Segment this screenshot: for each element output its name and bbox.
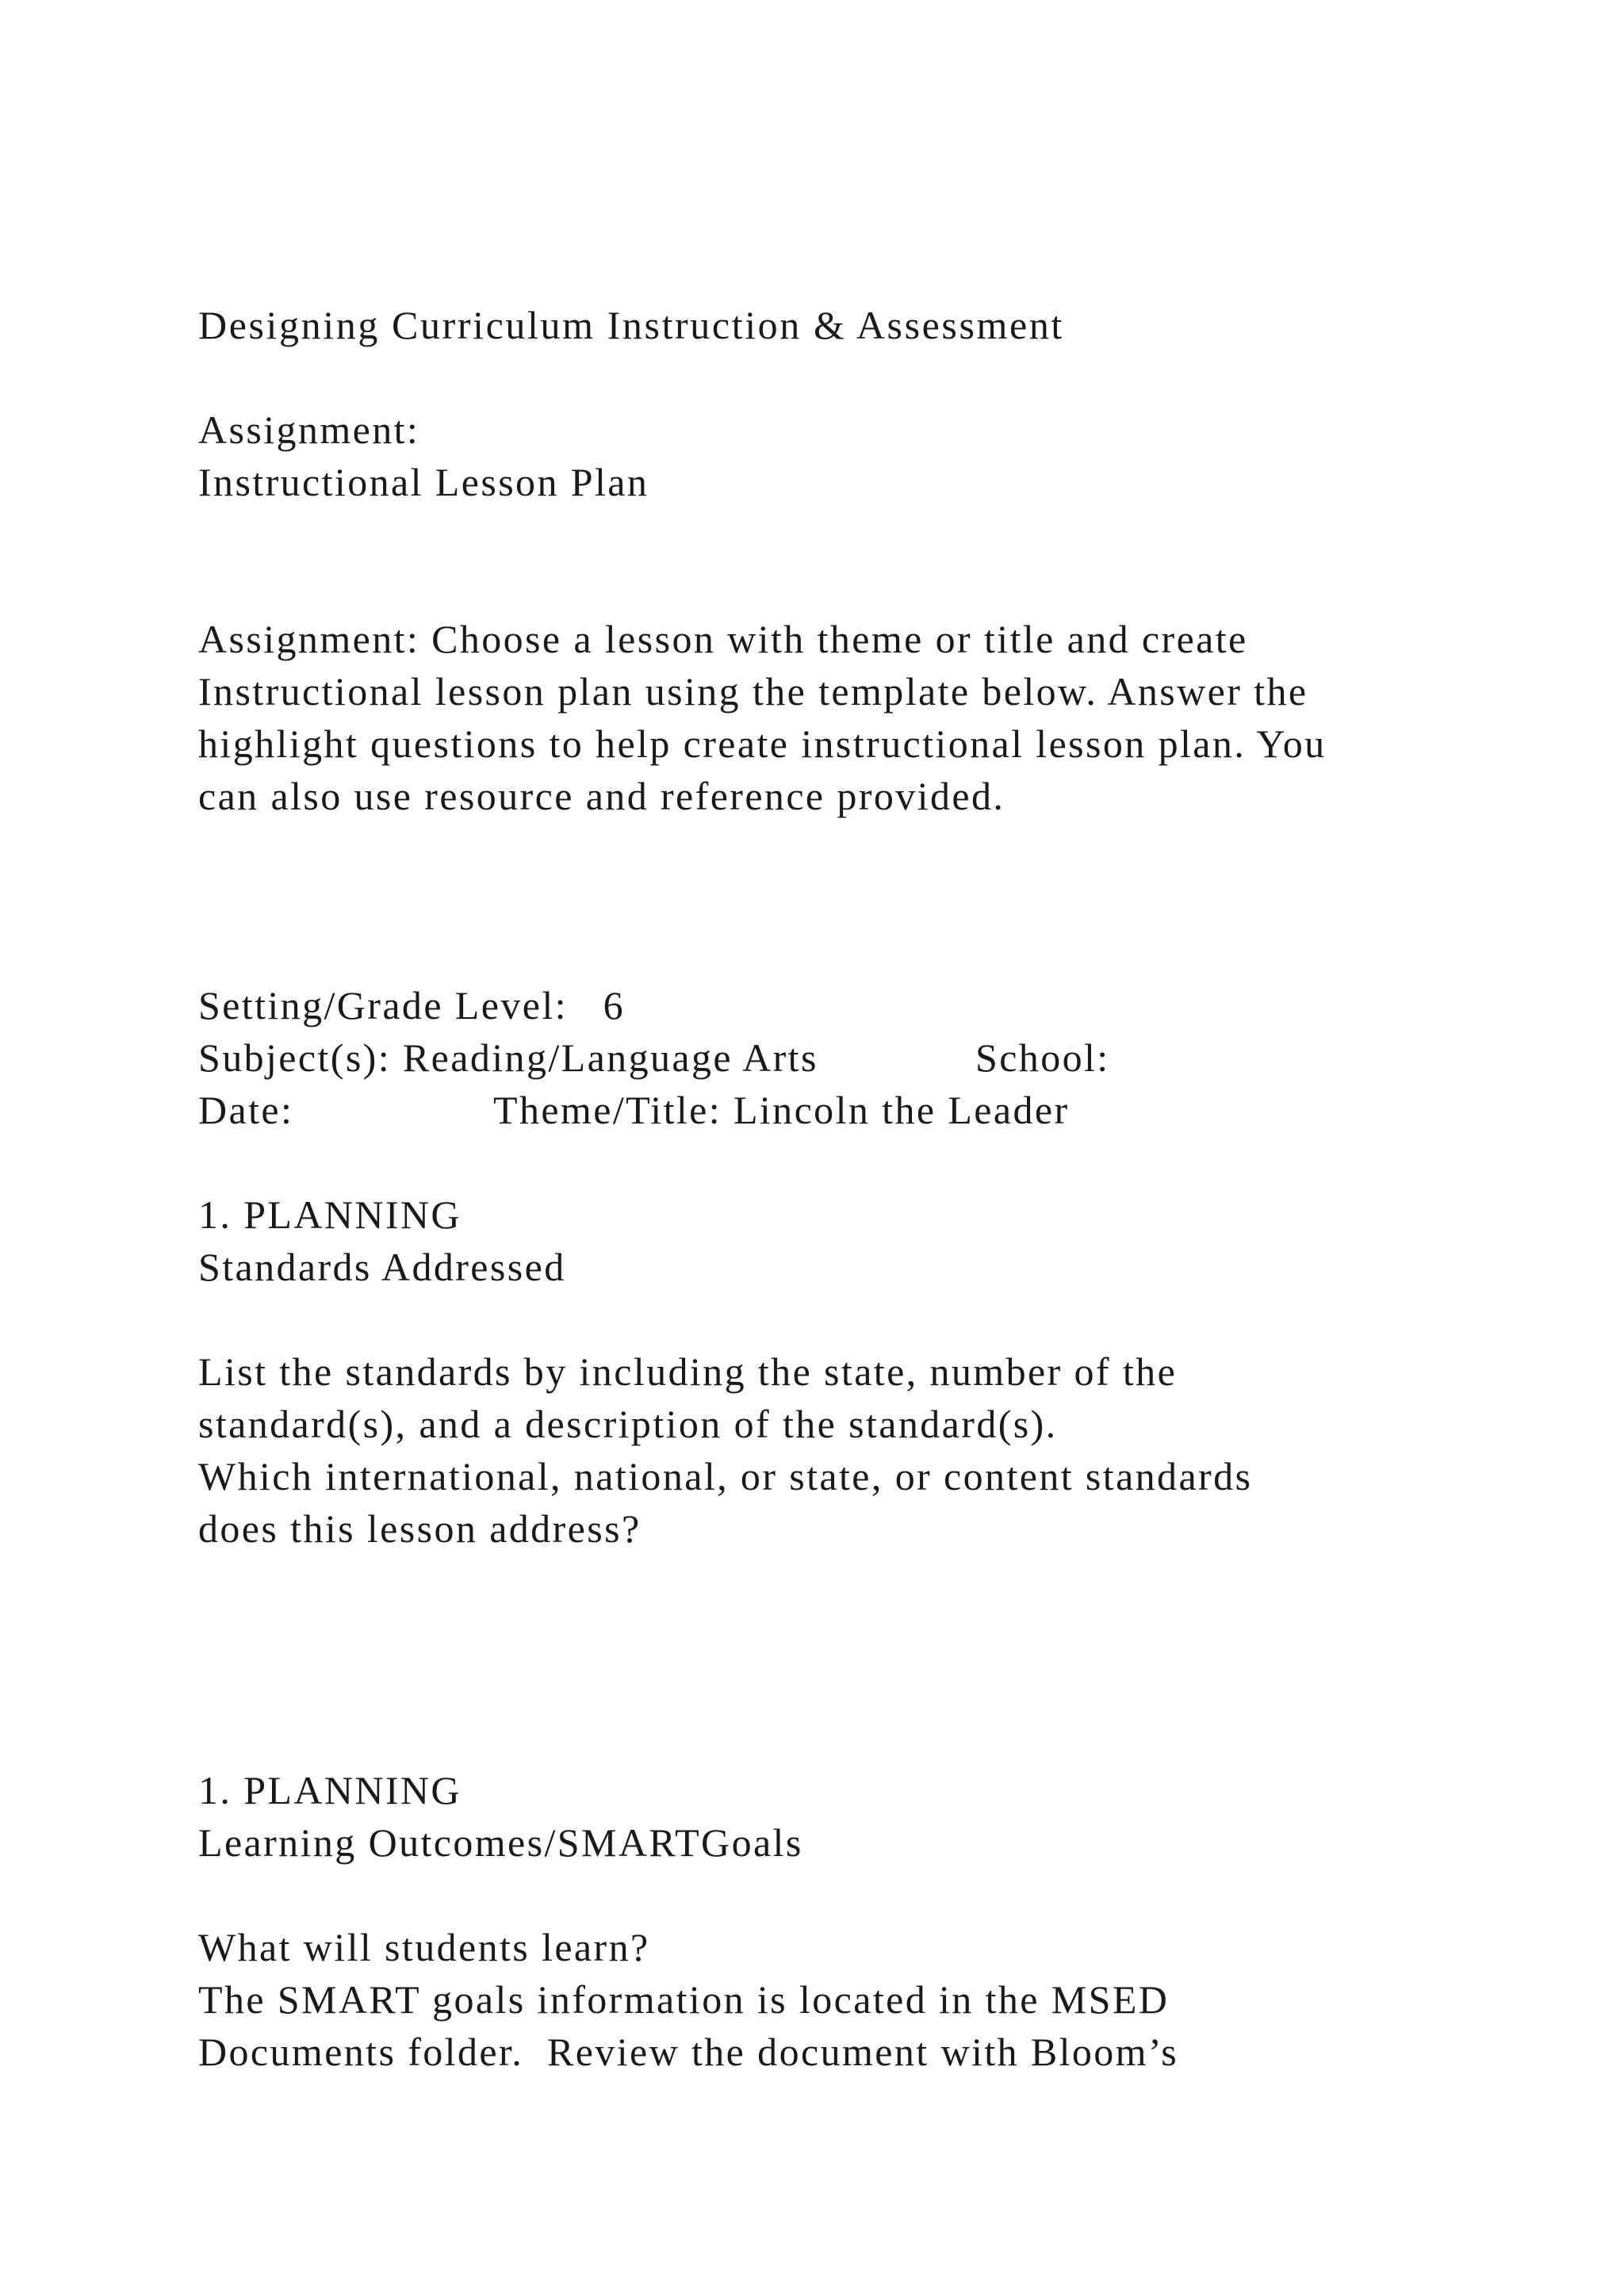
assignment-desc-line-2: Instructional lesson plan using the template below. Answer the [198,669,1308,714]
section1-line-3: Which international, national, or state, or content standards [198,1454,1253,1498]
section1-subheading: Standards Addressed [198,1245,566,1289]
section1-heading: 1. PLANNING [198,1192,462,1237]
section2-line-2: The SMART goals information is located in the MSED [198,1977,1170,2022]
assignment-heading: Assignment: [198,408,420,452]
date-field: Date: [198,1088,294,1132]
section2-subheading: Learning Outcomes/SMARTGoals [198,1820,803,1865]
subjects-field: Subject(s): Reading/Language Arts [198,1035,818,1080]
document-title: Designing Curriculum Instruction & Assessment [198,303,1064,347]
section1-line-1: List the standards by including the state, number of the [198,1349,1178,1394]
section1-line-4: does this lesson address? [198,1506,642,1551]
assignment-desc-line-4: can also use resource and reference provided. [198,774,1005,818]
theme-title-field: Theme/Title: Lincoln the Leader [493,1088,1070,1132]
assignment-desc-line-3: highlight questions to help create instructional lesson plan. You [198,721,1327,766]
assignment-name: Instructional Lesson Plan [198,460,649,504]
setting-grade-level: Setting/Grade Level: 6 [198,983,626,1027]
assignment-desc-line-1: Assignment: Choose a lesson with theme or title and create [198,617,1248,661]
section2-line-1: What will students learn? [198,1925,650,1969]
section2-line-3: Documents folder. Review the document with Bloom’s [198,2030,1179,2074]
school-field: School: [975,1035,1110,1080]
section2-heading: 1. PLANNING [198,1768,462,1812]
section1-line-2: standard(s), and a description of the standard(s). [198,1402,1058,1446]
